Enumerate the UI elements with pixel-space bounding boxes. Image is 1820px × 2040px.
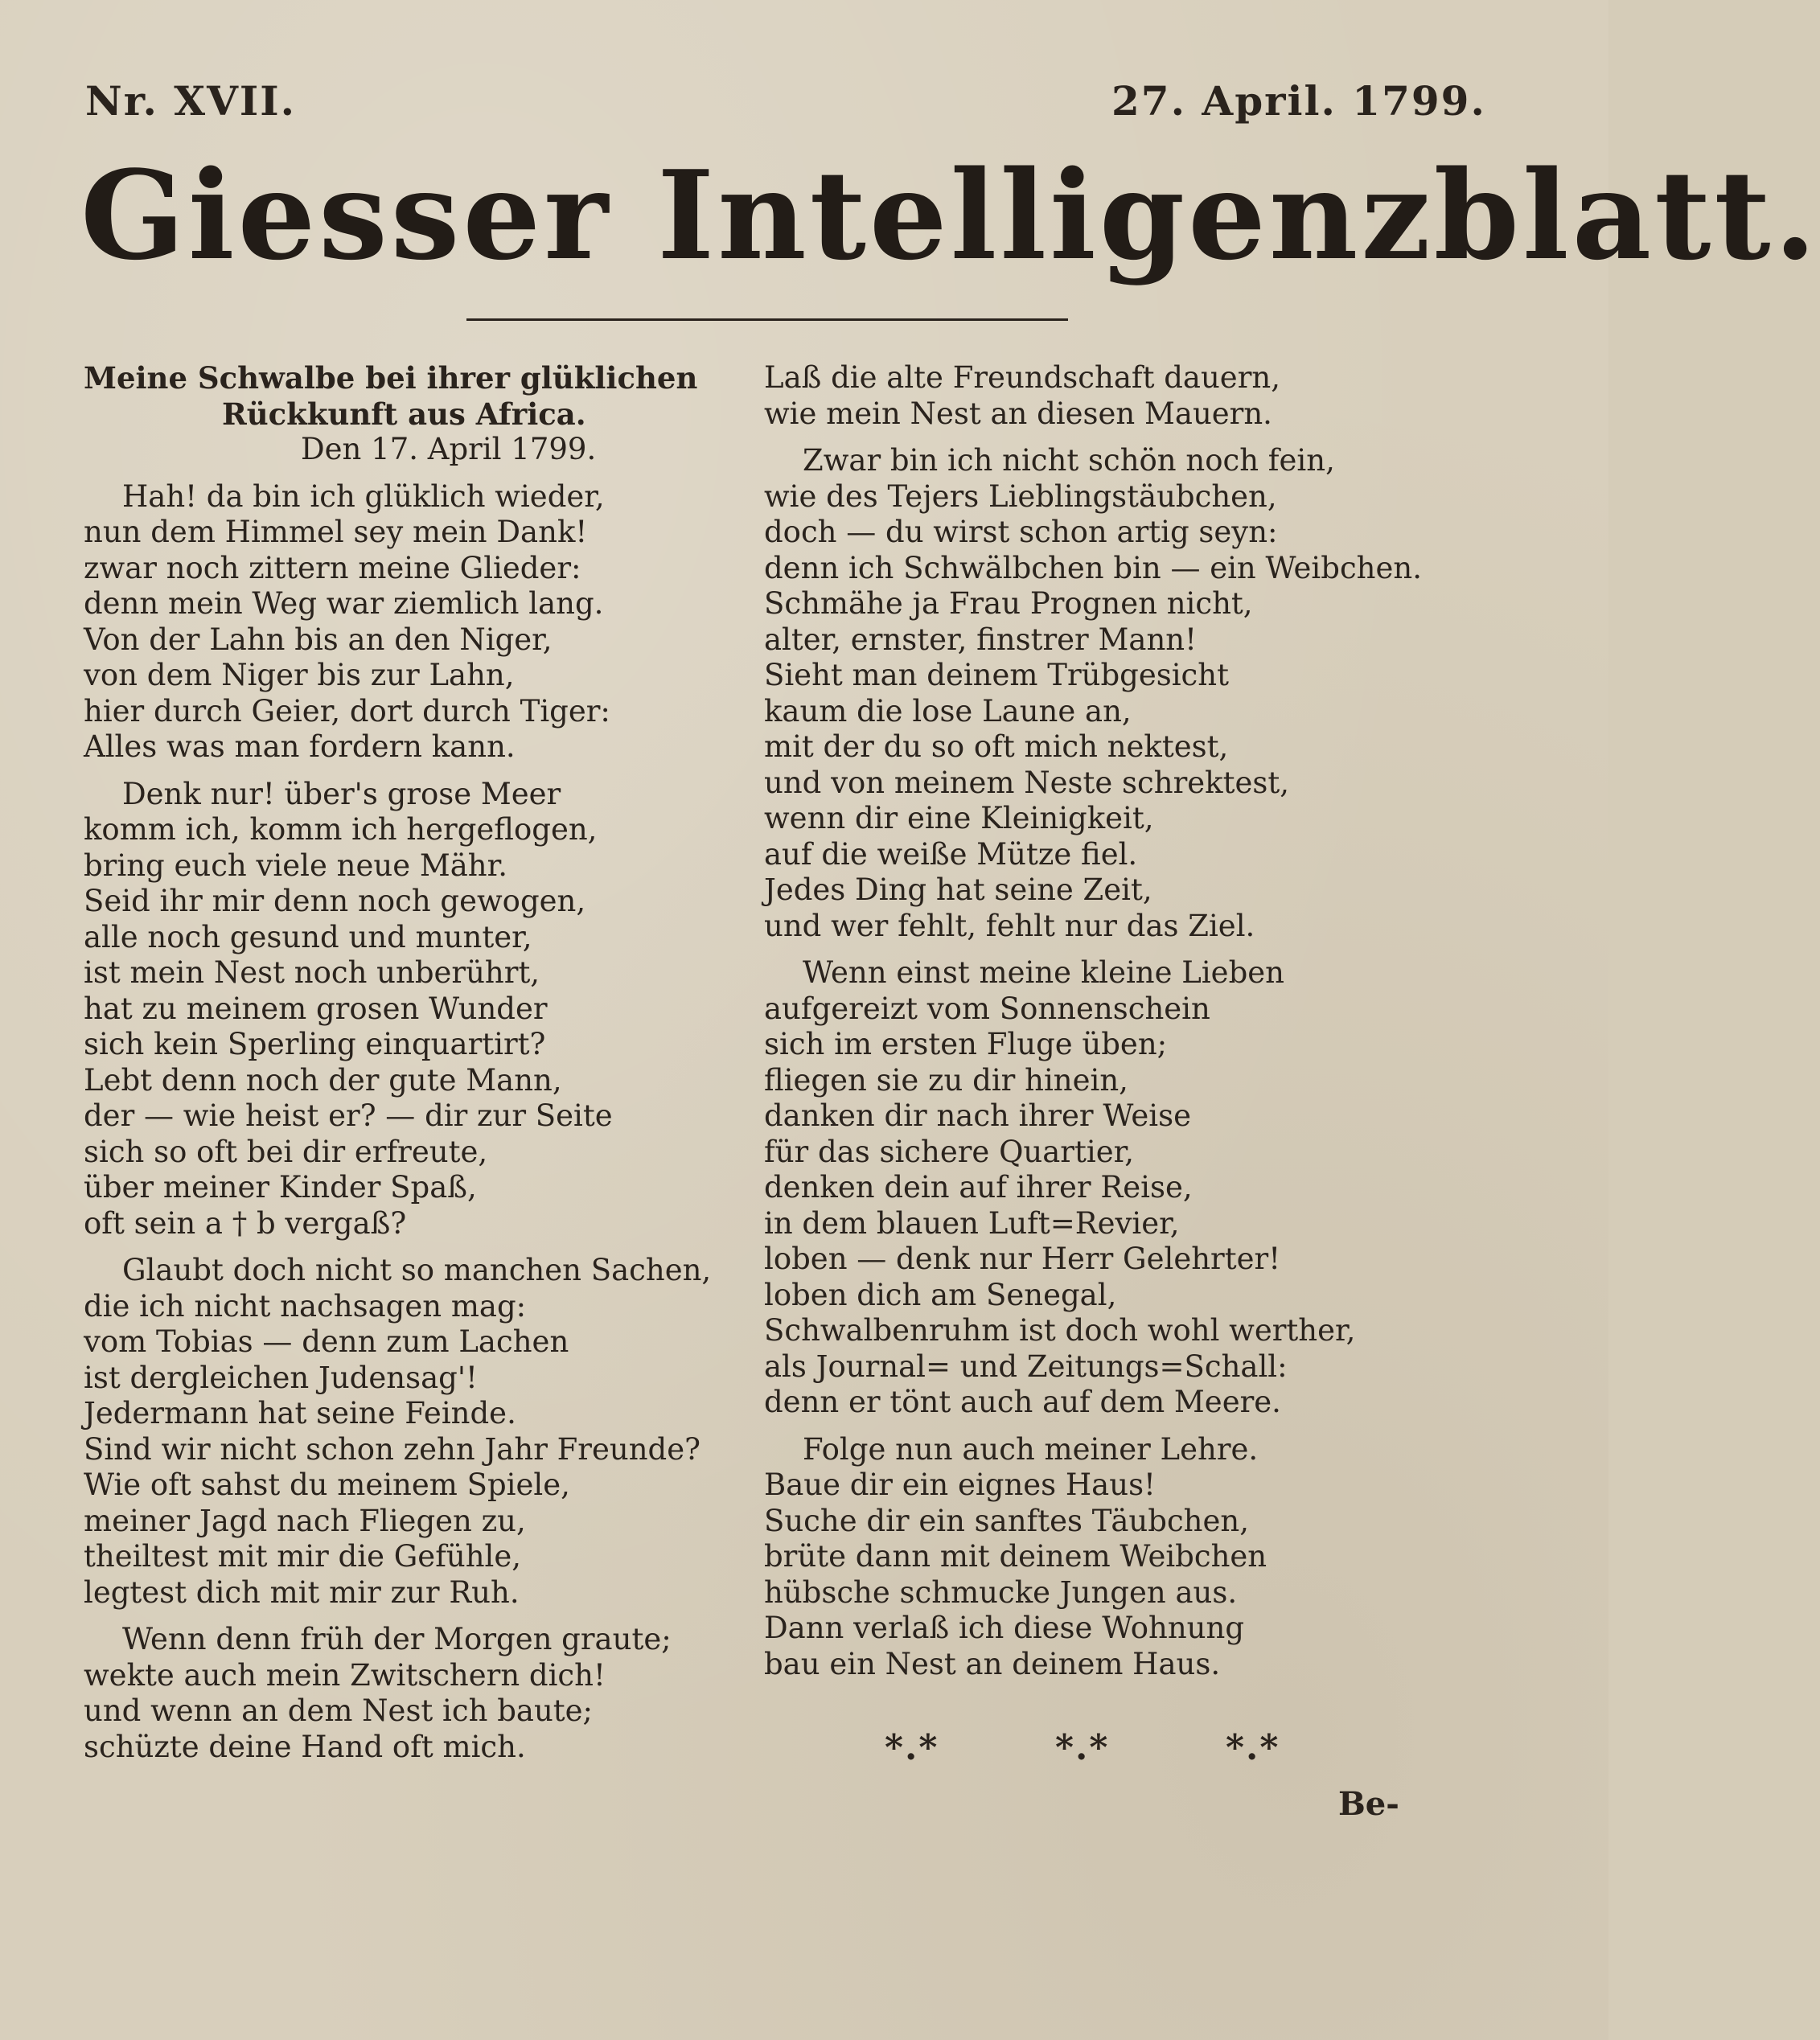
poem-line: sich kein Sperling einquartirt? [84,1027,546,1061]
poem-line: wekte auch mein Zwitschern dich! [84,1657,606,1693]
poem-line: Wie oft sahst du meinem Spiele, [84,1467,570,1502]
right-stanzas [764,360,1422,1682]
poem-line: Schwalbenruhm ist doch wohl werther, [764,1313,1356,1348]
poem-line: sich im ersten Fluge üben; [764,1027,1168,1061]
poem-line: sich so oft bei dir erfreute, [84,1134,488,1169]
poem-dateline: Den 17. April 1799. [301,432,597,466]
poem-line: ist mein Nest noch unberührt, [84,955,540,990]
poem-line: schüzte deine Hand oft mich. [84,1729,526,1764]
poem-line: Lebt denn noch der gute Mann, [84,1062,562,1098]
poem-line: Wenn einst meine kleine Lieben [803,955,1284,990]
issue-date: 27. April. 1799. [1111,77,1486,125]
poem-line: hier durch Geier, dort durch Tiger: [84,693,610,729]
poem-line: von dem Niger bis zur Lahn, [84,658,515,692]
poem-line: komm ich, komm ich hergeflogen, [84,812,598,847]
poem-line: als Journal= und Zeitungs=Schall: [764,1348,1288,1384]
poem-line: Von der Lahn bis an den Niger, [84,622,553,657]
stanza [84,777,759,1242]
stanza [84,1253,759,1611]
poem-line: über meiner Kinder Spaß, [84,1170,477,1205]
poem-line: zwar noch zittern meine Glieder: [84,550,581,585]
poem-line: fliegen sie zu dir hinein, [764,1062,1128,1098]
stanza [764,1432,1407,1683]
poem-line: und wer fehlt, fehlt nur das Ziel. [764,908,1255,943]
poem-line: mit der du so oft mich nektest, [764,729,1229,764]
masthead-rule [466,318,1068,321]
poem-line: Jedes Ding hat seine Zeit, [764,872,1152,907]
stanza [764,360,1407,432]
poem-line: doch — du wirst schon artig seyn: [764,515,1278,549]
poem-line: Schmähe ja Frau Prognen nicht, [764,586,1253,621]
masthead-title: Giesser Intelligenzblatt. [80,143,1820,287]
catchword: Be- [1338,1785,1399,1823]
left-stanzas [84,479,759,1766]
poem-line: der — wie heist er? — dir zur Seite [84,1098,613,1133]
poem-line: Laß die alte Freundschaft dauern, [764,360,1280,395]
stanza [84,1622,759,1765]
poem-line: Folge nun auch meiner Lehre. [803,1431,1259,1467]
poem-line: und wenn an dem Nest ich baute; [84,1693,594,1728]
poem-left-column [84,360,759,1765]
issue-number: Nr. XVII. [85,77,297,125]
poem-line: Suche dir ein sanftes Täubchen, [764,1503,1249,1538]
stanza [764,955,1407,1421]
poem-line: denn ich Schwälbchen bin — ein Weibchen. [764,550,1422,585]
poem-line: die ich nicht nachsagen mag: [84,1288,527,1324]
poem-line: Hah! da bin ich glüklich wieder, [122,478,605,514]
poem-line: Denk nur! über's grose Meer [122,776,561,811]
asterism-right: *.* [1226,1727,1280,1768]
poem-line: wie des Tejers Lieblingstäubchen, [764,478,1277,514]
poem-line: loben — denk nur Herr Gelehrter! [764,1242,1281,1276]
poem-line: auf die weiße Mütze fiel. [764,836,1138,872]
poem-line: bring euch viele neue Mähr. [84,848,508,883]
poem-line: oft sein a † b vergaß? [84,1205,407,1241]
asterism-left: *.* [885,1727,939,1768]
poem-line: Jedermann hat seine Feinde. [84,1396,516,1430]
poem-line: vom Tobias — denn zum Lachen [84,1324,569,1359]
poem-line: wie mein Nest an diesen Mauern. [764,396,1272,431]
poem-line: Baue dir ein eignes Haus! [764,1467,1156,1502]
poem-line: Zwar bin ich nicht schön noch fein, [803,443,1335,478]
poem-line: Dann verlaß ich diese Wohnung [764,1611,1245,1645]
poem-line: Glaubt doch nicht so manchen Sachen, [122,1253,712,1287]
poem-line: Seid ihr mir denn noch gewogen, [84,884,586,918]
poem-line: bau ein Nest an deinem Haus. [764,1646,1221,1681]
poem-line: ist dergleichen Judensag'! [84,1360,478,1395]
poem-line: Alles was man fordern kann. [84,729,516,764]
poem-line: loben dich am Senegal, [764,1277,1117,1312]
poem-line: aufgereizt vom Sonnenschein [764,991,1210,1026]
asterism-middle: *.* [1055,1727,1110,1768]
poem-line: meiner Jagd nach Fliegen zu, [84,1503,526,1538]
poem-line: wenn dir eine Kleinigkeit, [764,801,1154,835]
poem-line: nun dem Himmel sey mein Dank! [84,515,588,549]
poem-line: denn mein Weg war ziemlich lang. [84,586,604,621]
poem-right-column [764,360,1422,1682]
poem-line: für das sichere Quartier, [764,1134,1134,1169]
poem-line: brüte dann mit deinem Weibchen [764,1539,1267,1574]
poem-line: alter, ernster, finstrer Mann! [764,622,1197,657]
poem-title-line-1: Meine Schwalbe bei ihrer glüklichen [84,360,698,396]
poem-line: hübsche schmucke Jungen aus. [764,1574,1238,1610]
poem-line: hat zu meinem grosen Wunder [84,991,548,1026]
poem-title-line-2: Rückkunft aus Africa. [222,396,586,432]
poem-line: danken dir nach ihrer Weise [764,1098,1191,1133]
poem-line: alle noch gesund und munter, [84,919,532,954]
poem-line: und von meinem Neste schrektest, [764,765,1289,800]
poem-line: Sieht man deinem Trübgesicht [764,658,1229,692]
poem-line: legtest dich mit mir zur Ruh. [84,1574,520,1610]
stanza [764,443,1422,944]
stanza [84,479,759,766]
poem-line: denken dein auf ihrer Reise, [764,1170,1193,1205]
poem-line: theiltest mit mir die Gefühle, [84,1539,522,1574]
poem-line: Wenn denn früh der Morgen graute; [122,1622,672,1656]
poem-line: kaum die lose Laune an, [764,693,1132,729]
poem-line: in dem blauen Luft=Revier, [764,1205,1180,1241]
poem-line: Sind wir nicht schon zehn Jahr Freunde? [84,1431,700,1467]
poem-line: denn er tönt auch auf dem Meere. [764,1385,1281,1419]
